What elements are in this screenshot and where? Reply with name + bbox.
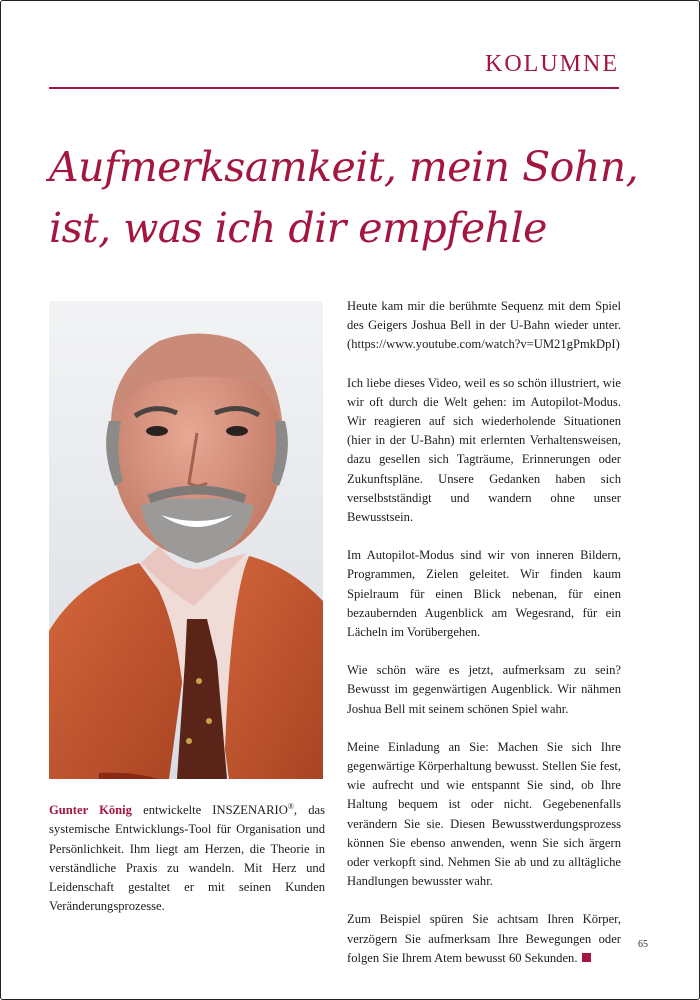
headline-line-2: ist, was ich dir empfehle xyxy=(49,204,547,252)
section-label: KOLUMNE xyxy=(485,51,619,77)
registered-mark: ® xyxy=(287,802,294,811)
paragraph: Im Autopilot-Modus sind wir von inneren Bildern, Programmen, Zielen geleitet. Wir finden kaum Spielraum für einen Blick nebenan, für einen bezaubernden Augenblick am Wegesrand, für ein Lächeln im Vorübergehen. xyxy=(347,548,621,640)
author-caption xyxy=(49,797,325,916)
paragraph: Wie schön wäre es jetzt, aufmerksam zu sein? Bewusst im gegenwärtigen Augenblick. Wir nähmen Joshua Bell mit seinem schönen Spiel wahr. xyxy=(347,663,621,716)
caption-text-2: , das systemische Entwicklungs-Tool für Organisation und Persönlichkeit. Ihm liegt am Herzen, die Theorie in verständliche Praxis zu wandeln. Mit Herz und Leidenschaft gestaltet er mit seinen Kunden Veränderungsprozesse. xyxy=(49,803,325,914)
paragraph: Heute kam mir die berühmte Sequenz mit dem Spiel des Geigers Joshua Bell in der U-Bahn wieder unter. (https://www.youtube.com/watch?v=UM21gPmkDpI) xyxy=(347,299,621,352)
caption-text-1: entwickelte INSZENARIO xyxy=(131,803,288,818)
paragraph-last xyxy=(347,910,621,968)
author-portrait xyxy=(49,301,323,779)
paragraph-last-text: Zum Beispiel spüren Sie achtsam Ihren Körper, verzögern Sie aufmerksam Ihre Bewegungen oder folgen Sie Ihrem Atem bewusst 60 Sekunden. xyxy=(347,912,621,965)
page-number: 65 xyxy=(638,939,648,950)
header-rule xyxy=(49,87,619,89)
headline-line-1: Aufmerksamkeit, mein Sohn, xyxy=(49,143,639,191)
paragraph: Meine Einladung an Sie: Machen Sie sich Ihre gegenwärtige Körperhaltung bewusst. Stellen Sie fest, wie aufrecht und wie entspannt Sie sind, ob Ihre Haltung bequem ist oder nicht. Gegebenenfalls verändern Sie sie. Diesen Bewusstwerdungsprozess können Sie ebenso anwenden, wenn Sie sich ärgern oder verkopft sind. Nehmen Sie ab und zu alltägliche Handlungen bewusster wahr. xyxy=(347,739,621,889)
article-headline xyxy=(49,137,649,259)
square-end-mark-icon xyxy=(582,953,591,962)
author-name: Gunter König xyxy=(49,803,132,818)
article-body xyxy=(347,297,621,987)
paragraph: Ich liebe dieses Video, weil es so schön illustriert, wie wir oft durch die Welt gehen: im Autopilot-Modus. Wir reagieren auf sich wiederholende Situationen (hier in der U-Bahn) mit erlernten Verhaltensweisen, dazu gesellen sich Tagträume, Erinnerungen oder Zukunftspläne. Unsere Gedanken haben sich verselbstständigt und wandern ohne unser Bewusstsein. xyxy=(347,375,621,525)
